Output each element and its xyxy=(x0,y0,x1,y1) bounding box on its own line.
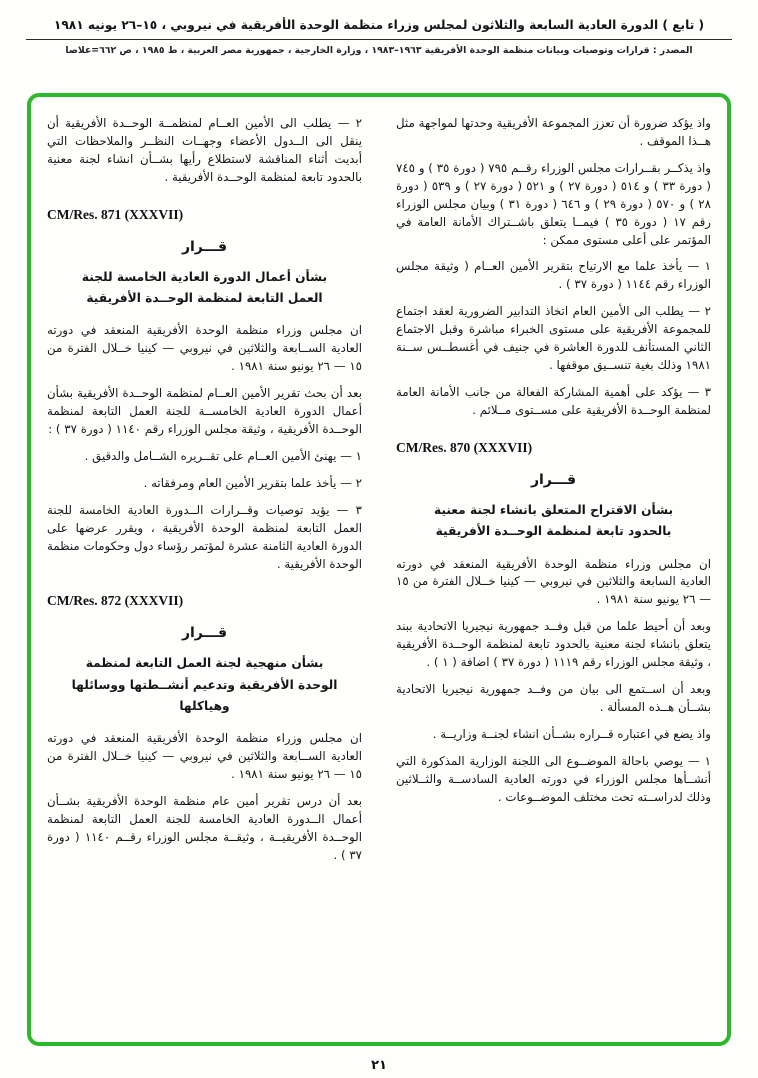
source-line: المصدر : قرارات وتوصيات وبيانات منظمة الوحدة الأفريقية ١٩٦٣–١٩٨٣ ، وزارة الخارجية ، جمهورية مصر العربية ، ط ١٩٨٥ ، ص ٦٦٢=علاصا xyxy=(65,45,693,56)
header-divider xyxy=(26,39,732,40)
resolution-subtitle: بشأن منهجية لجنة العمل التابعة لمنظمة الوحدة الأفريقية وتدعيم أنشــطتها ووسائلها وهياكلها xyxy=(71,656,338,714)
page-header xyxy=(0,0,758,56)
resolution-number: CM/Res. 872 (XXXVII) xyxy=(47,593,184,609)
paragraph: ١ — يأخذ علما مع الارتياح بتقرير الأمين العــام ( وثيقة مجلس الوزراء رقم ١١٤٤ ( دورة ٣٧ ) . xyxy=(396,259,711,292)
columns-wrapper xyxy=(47,115,711,1032)
resolution-number: CM/Res. 871 (XXXVII) xyxy=(47,206,184,222)
page-number: ٢١ xyxy=(371,1058,387,1073)
paragraph: ان مجلس وزراء منظمة الوحدة الأفريقية المنعقد في دورته العادية السابعة والثلاثين في نيروبي — كينيا خــلال الفترة من ١٥ — ٢٦ يونيو سنة ١٩٨١ . xyxy=(396,556,711,607)
paragraph: ان مجلس وزراء منظمة الوحدة الأفريقية المنعقد في دورته العادية الســابعة والثلاثين في نيروبي — كينيا خــلال الفترة من ١٥ — ٢٦ يونيو سنة ١٩٨١ . xyxy=(47,731,362,782)
paragraph: واذ يضع في اعتباره قــراره بشــأن انشاء لجنــة وزاريــة . xyxy=(432,726,711,741)
paragraph: ٣ — يؤكد على أهمية المشاركة الفعالة من جانب الأمانة العامة لمنظمة الوحــدة الأفريقية على مســتوى مــلائم . xyxy=(396,384,711,417)
header-title: ( تابع ) الدورة العادية السابعة والثلاثون لمجلس وزراء منظمة الوحدة الأفريقية في نيروبي ، ١٥–٢٦ يونيه ١٩٨١ xyxy=(53,18,705,32)
paragraph: وبعد أن اســتمع الى بيان من وفــد جمهورية نيجيريا الاتحادية بشــأن هــذه المسألة . xyxy=(396,682,711,714)
resolution-subtitle: بشأن الاقتراح المتعلق بانشاء لجنة معنية بالحدود تابعة لمنظمة الوحــدة الأفريقية xyxy=(433,502,674,539)
column-left xyxy=(47,115,362,1032)
paragraph: واذ يذكــر بقــرارات مجلس الوزراء رقــم ٧٩٥ ( دورة ٣٥ ) و ٧٤٥ ( دورة ٣٣ ) و ٥١٤ ( دورة ٢٧ ) و ٥٢١ ( دورة ٢٧ ) و ٥٣٩ ( دورة ٢٨ ) و ٥٧٠ ( دورة ٢٩ ) و ٦٤٦ ( دورة ٣١ ) وبيان مجلس الوزراء رقم ١٧ ( دورة ٣٥ ) فيمــا يتعلق باشــتراك الأمانة العامة في المؤتمر على أعلى مستوى ممكن : xyxy=(396,160,711,247)
column-right xyxy=(396,115,711,1032)
paragraph: ٢ — يطلب الى الأمين العــام لمنظمــة الوحــدة الأفريقية أن ينقل الى الــدول الأعضاء وجهــات النظــر والملاحظات التي أبديت أثناء المناقشة لاستطلاع رأيها بشــأن انشاء لجنة معنية بالحدود تابعة لمنظمة الوحــدة الأفريقية . xyxy=(47,116,362,184)
paragraph: ١ — يهنئ الأمين العــام على تقــريره الشــامل والدقيق . xyxy=(84,448,362,463)
paragraph: ٣ — يؤيد توصيات وقــرارات الــدورة العادية الخامسة للجنة العمل التابعة لمنظمة الوحدة الأفريقية ، ويقرر عرضها على الدورة العادية الثامنة عشرة لمؤتمر رؤساء دول وحكومات منظمة الوحدة الأفريقية . xyxy=(47,502,362,571)
paragraph: ٢ — يطلب الى الأمين العام اتخاذ التدابير الضرورية لعقد اجتماع للمجموعة الأفريقية على مستوى الخبراء مباشرة وقبل الاجتماع الثاني المستأنف للدورة العاشرة في جنيف في أغسطــس ســنة ١٩٨١ وذلك بغية تنســيق موقفها . xyxy=(396,304,711,373)
paragraph: بعد أن درس تقرير أمين عام منظمة الوحدة الأفريقية بشــأن أعمال الــدورة العادية الخامسة للجنة العمل التابعة لمنظمة الوحــدة الأفريقيــة ، وثيقــة مجلس الوزراء رقــم ١١٤٠ ( دورة ٣٧ ) . xyxy=(47,794,362,862)
resolution-subtitle: بشأن أعمال الدورة العادية الخامسة للجنة العمل التابعة لمنظمة الوحــدة الأفريقية xyxy=(81,269,328,306)
paragraph: ان مجلس وزراء منظمة الوحدة الأفريقية المنعقد في دورته العادية الســابعة والثلاثين في نيروبي — كينيا خــلال الفترة من ١٥ — ٢٦ يونيو سنة ١٩٨١ . xyxy=(47,323,362,374)
resolution-title: قـــرار xyxy=(181,625,228,642)
paragraph: ١ — يوصي باحالة الموضــوع الى اللجنة الوزارية المذكورة التي أنشــأها مجلس الوزراء في دورته العادية السادســة والثــلاثين وذلك لدراســته تحت مختلف الموضــوعات . xyxy=(396,753,711,804)
paragraph: بعد أن بحث تقرير الأمين العــام لمنظمة الوحــدة الأفريقية بشأن أعمال الدورة العادية الخامســة للجنة العمل التابعة لمنظمة الوحــدة الأفريقية ، وثيقة مجلس الوزراء رقم ١١٤٠ ( دورة ٣٧ ) : xyxy=(47,386,362,436)
content-frame xyxy=(27,93,731,1046)
paragraph: وبعد أن أحيط علما من قبل وفــد جمهورية نيجيريا الاتحادية ببند يتعلق بانشاء لجنة معنية بالحدود تابعة لمنظمة الوحــدة الأفريقية ، وثيقة مجلس الوزراء رقم ١١١٩ ( دورة ٣٧ ) اضافة ( ١ ) . xyxy=(396,619,711,670)
paragraph: واذ يؤكد ضرورة أن تعزز المجموعة الأفريقية وحدتها لمواجهة مثل هــذا الموقف . xyxy=(396,116,711,148)
resolution-title: قـــرار xyxy=(530,471,577,488)
resolution-number: CM/Res. 870 (XXXVII) xyxy=(396,439,533,455)
resolution-title: قـــرار xyxy=(181,238,228,255)
paragraph: ٢ — يأخذ علما بتقرير الأمين العام ومرفقاته . xyxy=(143,475,362,490)
